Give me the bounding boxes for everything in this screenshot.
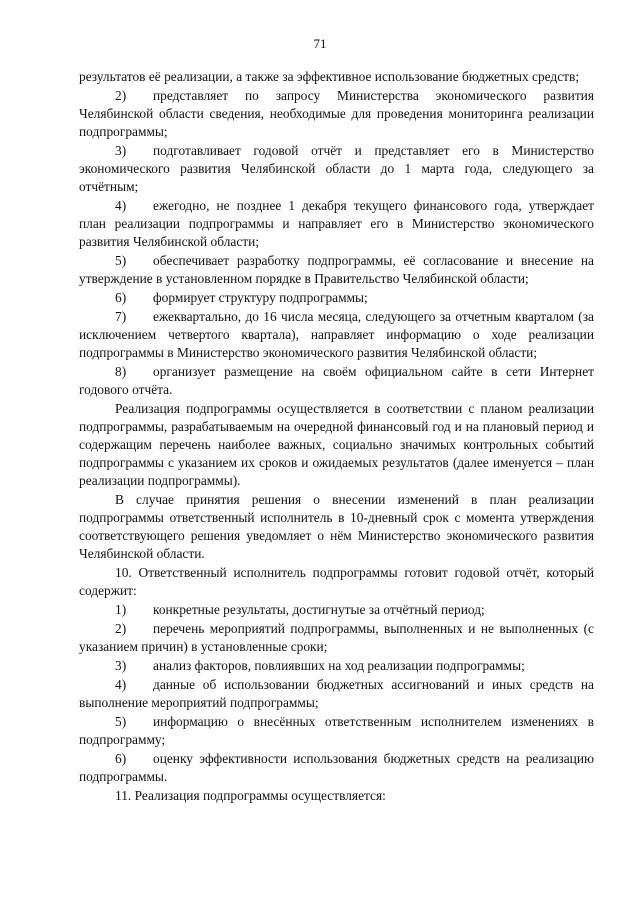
paragraph: Реализация подпрограммы осуществляется в соответствии с планом реализации подпрограммы, разрабатываемым на очередной финансовый год и на плановый период и содержащим перечень наиболее важных, социально значимых контрольных событий подпрограммы с указанием их сроков и ожидаемых результатов (далее именуется – план реализации подпрограммы). (79, 401, 594, 488)
paragraph: 11. Реализация подпрограммы осуществляется: (115, 788, 386, 803)
list-item (79, 620, 594, 656)
list-item (79, 308, 594, 362)
list-item-text: ежеквартально, до 16 числа месяца, следующего за отчетным кварталом (за исключением четвертого квартала), направляет информацию о ходе реализации подпрограммы в Министерство экономического развития Челябинской области; (79, 309, 594, 360)
list-item-text: ежегодно, не позднее 1 декабря текущего финансового года, утверждает план реализации подпрограммы и направляет его в Министерство экономического развития Челябинской области; (79, 198, 594, 249)
paragraph-continuation: результатов её реализации, а также за эффективное использование бюджетных средств; (79, 69, 580, 84)
list-item-text: перечень мероприятий подпрограммы, выполненных и не выполненных (с указанием причин) в установленные сроки; (79, 621, 594, 654)
list-item (79, 676, 594, 712)
list-item (79, 252, 594, 288)
list-item-number: 1) (115, 602, 127, 617)
list-item (79, 197, 594, 251)
document-body (79, 68, 594, 805)
list-item-number: 4) (115, 198, 127, 213)
list-item-number: 5) (115, 253, 127, 268)
paragraph: 10. Ответственный исполнитель подпрограммы готовит годовой отчёт, который содержит: (79, 565, 594, 598)
list-item-text: анализ факторов, повлиявших на ход реализации подпрограммы; (153, 658, 525, 673)
list-item-number: 2) (115, 621, 127, 636)
list-item (79, 713, 594, 749)
list-item (79, 87, 594, 141)
paragraph: В случае принятия решения о внесении изменений в план реализации подпрограммы ответственный исполнитель в 10-дневный срок с момента утверждения соответствующего решения уведомляет о нём Министерство экономического развития Челябинской области. (79, 492, 594, 561)
list-item-text: данные об использовании бюджетных ассигнований и иных средств на выполнение мероприятий подпрограммы; (79, 677, 594, 710)
list-item (79, 142, 594, 196)
page-number: 71 (313, 36, 327, 51)
list-item-number: 4) (115, 677, 127, 692)
list-item-number: 7) (115, 309, 127, 324)
list-item (79, 289, 594, 307)
list-item-number: 3) (115, 658, 127, 673)
list-item-text: информацию о внесённых ответственным исполнителем изменениях в подпрограмму; (79, 714, 594, 747)
list-item (79, 657, 594, 675)
list-item-number: 6) (115, 751, 127, 766)
list-item-text: обеспечивает разработку подпрограммы, её согласование и внесение на утверждение в установленном порядке в Правительство Челябинской области; (79, 253, 594, 286)
list-item-number: 6) (115, 290, 127, 305)
list-item-number: 2) (115, 88, 127, 103)
list-item-text: представляет по запросу Министерства экономического развития Челябинской области сведения, необходимые для проведения мониторинга реализации подпрограммы; (79, 88, 594, 139)
list-item-number: 5) (115, 714, 127, 729)
list-item-text: оценку эффективности использования бюджетных средств на реализацию подпрограммы. (79, 751, 594, 784)
list-item-number: 3) (115, 143, 127, 158)
list-item (79, 363, 594, 399)
list-item-text: подготавливает годовой отчёт и представляет его в Министерство экономического развития Челябинской области до 1 марта года, следующего за отчётным; (79, 143, 594, 194)
list-item (79, 750, 594, 786)
list-item-text: конкретные результаты, достигнутые за отчётный период; (153, 602, 485, 617)
list-item-number: 8) (115, 364, 127, 379)
list-item-text: формирует структуру подпрограммы; (153, 290, 368, 305)
list-item (79, 601, 594, 619)
list-item-text: организует размещение на своём официальном сайте в сети Интернет годового отчёта. (79, 364, 594, 397)
